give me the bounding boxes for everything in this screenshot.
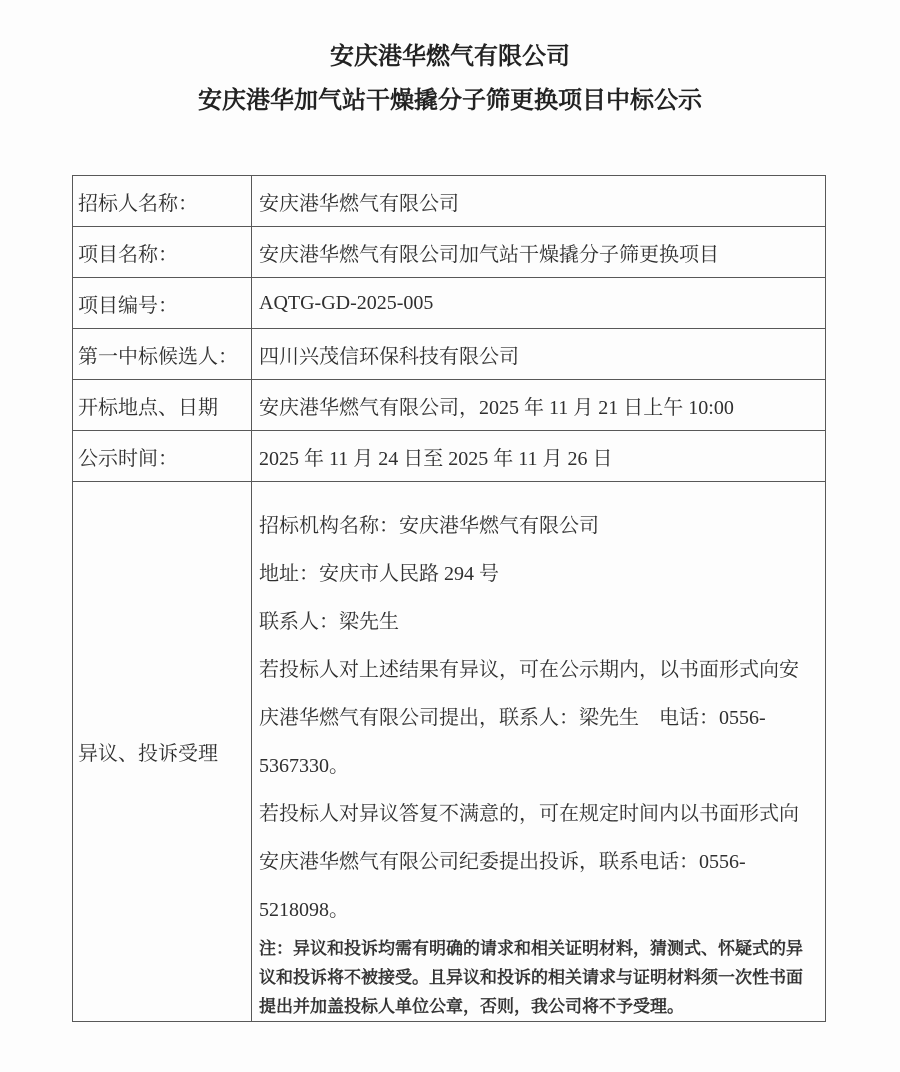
complaint-procedure-paragraph: 若投标人对异议答复不满意的，可在规定时间内以书面形式向安庆港华燃气有限公司纪委提出投诉，联系电话：0556-5218098。 <box>259 803 799 921</box>
tenderer-name-value: 安庆港华燃气有限公司 <box>252 176 826 227</box>
first-candidate-value: 四川兴茂信环保科技有限公司 <box>252 329 826 380</box>
objection-procedure-paragraph: 若投标人对上述结果有异议，可在公示期内，以书面形式向安庆港华燃气有限公司提出，联系人：梁先生 电话：0556-5367330。 <box>259 659 799 777</box>
bid-opening-label: 开标地点、日期 <box>73 380 252 431</box>
table-row-publicity-period <box>73 431 826 482</box>
announcement-table <box>72 175 826 1022</box>
publicity-period-label: 公示时间： <box>73 431 252 482</box>
table-row-first-candidate <box>73 329 826 380</box>
project-number-label: 项目编号： <box>73 278 252 329</box>
bid-opening-value: 安庆港华燃气有限公司，2025 年 11 月 21 日上午 10:00 <box>252 380 826 431</box>
objection-agency-line: 招标机构名称：安庆港华燃气有限公司 <box>259 515 599 537</box>
tenderer-name-label: 招标人名称： <box>73 176 252 227</box>
table-row-project-name <box>73 227 826 278</box>
project-name-label: 项目名称： <box>73 227 252 278</box>
publicity-period-value: 2025 年 11 月 24 日至 2025 年 11 月 26 日 <box>252 431 826 482</box>
table-row-objection <box>73 482 826 1022</box>
objection-content <box>252 482 826 1022</box>
objection-address-line: 地址：安庆市人民路 294 号 <box>259 563 499 585</box>
doc-title-project: 安庆港华加气站干燥撬分子筛更换项目中标公示 <box>198 88 702 114</box>
table-row-bid-opening <box>73 380 826 431</box>
objection-label: 异议、投诉受理 <box>73 482 252 1022</box>
table-row-tenderer <box>73 176 826 227</box>
project-number-value: AQTG-GD-2025-005 <box>252 278 826 329</box>
objection-note: 注：异议和投诉均需有明确的请求和相关证明材料，猜测式、怀疑式的异议和投诉将不被接受。且异议和投诉的相关请求与证明材料须一次性书面提出并加盖投标人单位公章，否则，我公司将不予受理。 <box>259 939 803 1016</box>
project-name-value: 安庆港华燃气有限公司加气站干燥撬分子筛更换项目 <box>252 227 826 278</box>
first-candidate-label: 第一中标候选人： <box>73 329 252 380</box>
doc-title-company: 安庆港华燃气有限公司 <box>330 44 570 70</box>
objection-contact-line: 联系人：梁先生 <box>259 611 399 633</box>
table-row-project-number <box>73 278 826 329</box>
